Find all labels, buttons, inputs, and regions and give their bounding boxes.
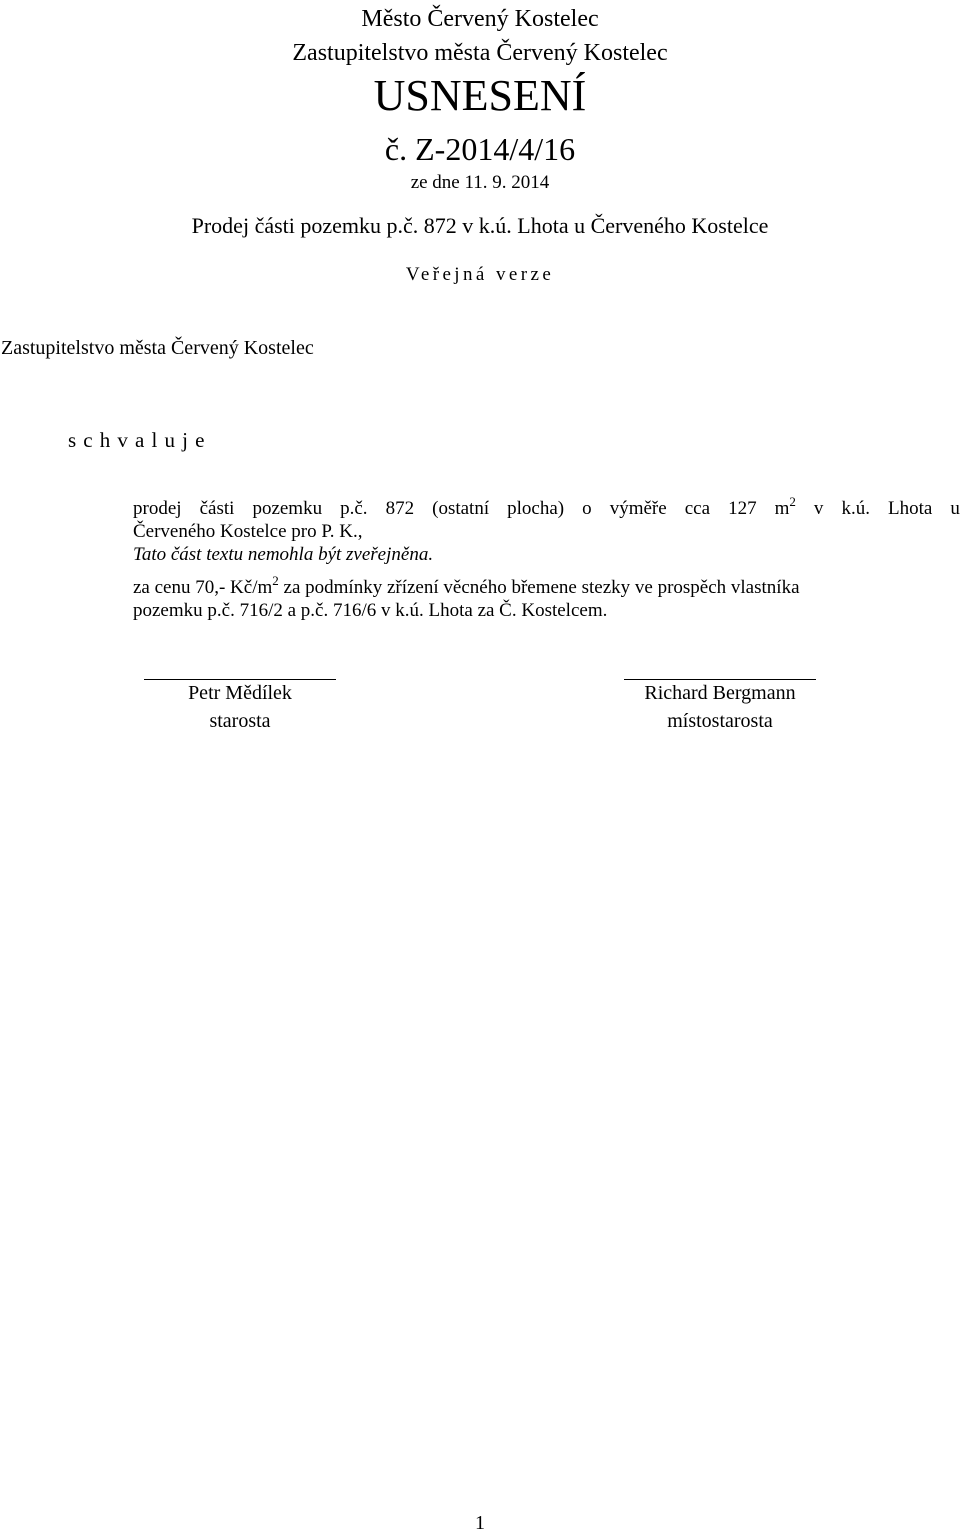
page-number: 1 bbox=[475, 1512, 485, 1534]
signature-line-deputy bbox=[624, 679, 816, 680]
deputy-name: Richard Bergmann bbox=[644, 682, 796, 704]
price-unit-superscript: 2 bbox=[272, 573, 279, 588]
town-name: Město Červený Kostelec bbox=[361, 6, 599, 32]
sale-word: výměře bbox=[609, 498, 667, 519]
sale-word: cca bbox=[684, 498, 711, 519]
sale-word: o bbox=[582, 498, 592, 519]
approval-verb: schvaluje bbox=[68, 428, 212, 452]
council-name: Zastupitelstvo města Červený Kostelec bbox=[292, 40, 668, 66]
mayor-name: Petr Mědílek bbox=[188, 682, 292, 704]
document-title: USNESENÍ bbox=[373, 71, 587, 120]
unit-text: m bbox=[774, 498, 790, 519]
sale-word: prodej bbox=[133, 498, 182, 519]
price-paragraph bbox=[133, 573, 960, 622]
price-paragraph-line-2: pozemku p.č. 716/2 a p.č. 716/6 v k.ú. Lhota za Č. Kostelcem. bbox=[133, 600, 608, 621]
sale-word: (ostatní bbox=[432, 498, 490, 519]
signature-line-mayor bbox=[144, 679, 336, 680]
sale-word: v bbox=[813, 498, 824, 519]
sale-paragraph-line-2: Červeného Kostelce pro P. K., bbox=[133, 521, 363, 542]
resolution-number: č. Z-2014/4/16 bbox=[384, 131, 576, 167]
sale-word: Lhota bbox=[887, 498, 933, 519]
sale-word: 127 bbox=[728, 498, 757, 519]
deputy-role: místostarosta bbox=[667, 710, 773, 732]
sale-word: u bbox=[950, 498, 960, 519]
resolution-subject: Prodej části pozemku p.č. 872 v k.ú. Lhota u Červeného Kostelce bbox=[191, 213, 769, 238]
price-text-after: za podmínky zřízení věcného břemene stezky ve prospěch vlastníka bbox=[278, 577, 800, 598]
redacted-notice: Tato část textu nemohla být zveřejněna. bbox=[133, 544, 434, 565]
price-text-before: za cenu 70,- Kč/m bbox=[133, 577, 273, 598]
sale-word: 872 bbox=[385, 498, 415, 519]
sale-paragraph bbox=[133, 494, 960, 543]
sale-word: p.č. bbox=[340, 498, 368, 519]
sale-paragraph-line-1 bbox=[133, 494, 960, 520]
sale-word-unit bbox=[774, 494, 796, 520]
version-label: Veřejná verze bbox=[405, 264, 555, 285]
sale-word: plocha) bbox=[507, 498, 565, 519]
price-paragraph-line-1 bbox=[133, 573, 960, 599]
sale-word: pozemku bbox=[252, 498, 323, 519]
body-intro: Zastupitelstvo města Červený Kostelec bbox=[1, 337, 314, 359]
sale-word: části bbox=[199, 498, 235, 519]
resolution-date: ze dne 11. 9. 2014 bbox=[410, 172, 550, 193]
unit-superscript: 2 bbox=[789, 494, 796, 509]
sale-word: k.ú. bbox=[841, 498, 870, 519]
mayor-role: starosta bbox=[209, 710, 271, 732]
